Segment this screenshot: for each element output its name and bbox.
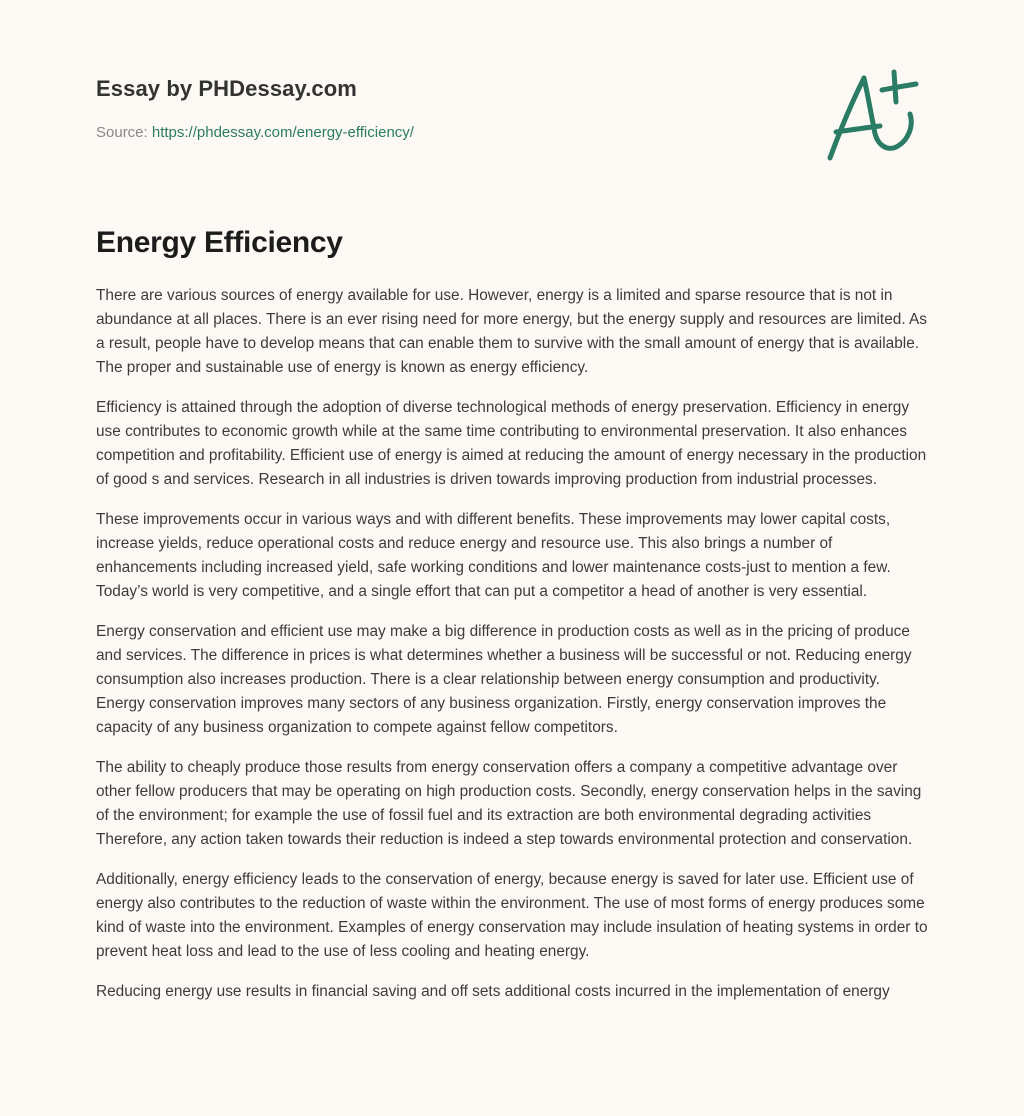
essay-paragraph-3: These improvements occur in various ways and with different benefits. These improvements may lower capital costs, increase yields, reduce operational costs and reduce energy and resource use. This also brings a number of enhancements including increased yield, safe working conditions and lower maintenance costs-just to mention a few. Today’s world is very competitive, and a single effort that can put a competitor a head of another is very essential. — [96, 511, 891, 600]
essay-page — [96, 0, 928, 1000]
source-label: Source: — [96, 124, 148, 141]
essay-paragraph-7: Reducing energy use results in financial saving and off sets additional costs incurred in the implementation of energy — [96, 983, 890, 1000]
essay-paragraph-6: Additionally, energy efficiency leads to the conservation of energy, because energy is saved for later use. Efficient use of energy also contributes to the reduction of waste within the environment. The use of most forms of energy produces some kind of waste into the environment. Examples of energy conservation may include insulation of heating systems in order to prevent heat loss and lead to the use of less cooling and heating energy. — [96, 871, 928, 960]
page-header — [96, 0, 928, 200]
essay-body — [96, 284, 928, 1020]
essay-title: Energy Efficiency — [96, 226, 343, 259]
essay-paragraph-2: Efficiency is attained through the adoption of diverse technological methods of energy preservation. Efficiency in energy use contributes to economic growth while at the same time contributing to environmental preservation. It also enhances competition and profitability. Efficient use of energy is aimed at reducing the amount of energy necessary in the production of good s and services. Research in all industries is driven towards improving production from industrial processes. — [96, 399, 927, 488]
essay-paragraph-1: There are various sources of energy available for use. However, energy is a limited and sparse resource that is not in abundance at all places. There is an ever rising need for more energy, but the energy supply and resources are limited. As a result, people have to develop means that can enable them to survive with the small amount of energy that is available. The proper and sustainable use of energy is known as energy efficiency. — [96, 287, 927, 376]
essay-paragraph-4: Energy conservation and efficient use may make a big difference in production costs as well as in the pricing of produce and services. The difference in prices is what determines whether a business will be successful or not. Reducing energy consumption also increases production. There is a clear relationship between energy consumption and productivity. Energy conservation improves many sectors of any business organization. Firstly, energy conservation improves the capacity of any business organization to compete against fellow competitors. — [96, 623, 912, 736]
source-line — [96, 124, 414, 141]
a-plus-grade-icon — [824, 66, 924, 166]
source-link[interactable]: https://phdessay.com/energy-efficiency/ — [151, 124, 414, 141]
site-title: Essay by PHDessay.com — [96, 76, 357, 101]
essay-paragraph-5: The ability to cheaply produce those results from energy conservation offers a company a competitive advantage over other fellow producers that may be operating on high production costs. Secondly, energy conservation helps in the saving of the environment; for example the use of fossil fuel and its extraction are both environmental degrading activities Therefore, any action taken towards their reduction is indeed a step towards environmental protection and conservation. — [96, 759, 922, 848]
